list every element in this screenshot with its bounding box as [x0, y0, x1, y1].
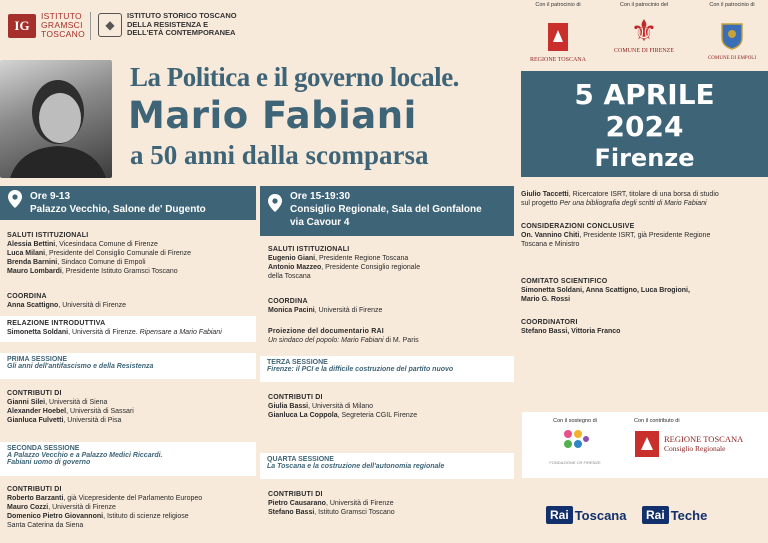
- portrait-photo: [0, 60, 112, 178]
- seconda-sessione-band: SECONDA SESSIONE A Palazzo Vecchio e a Palazzo Medici Riccardi. Fabiani uomo di governo: [0, 442, 256, 476]
- date-day: 5 APRILE: [574, 78, 715, 111]
- list-item: Toscana e Ministro: [521, 241, 580, 248]
- col3-conclusive: CONSIDERAZIONI CONCLUSIVE On. Vannino Chiti, Presidente ISRT, già Presidente Regione Toscana e Ministro: [521, 222, 766, 249]
- isrt-text: ISTITUTO STORICO TOSCANO DELLA RESISTENZA E DELL'ETÀ CONTEMPORANEA: [127, 11, 237, 37]
- list-item: Alexander Hoebel, Università di Sassari: [7, 408, 134, 415]
- col3-coordinatori: COORDINATORI Stefano Bassi, Vittoria Franco: [521, 318, 766, 336]
- divider: [90, 12, 91, 40]
- col1-contributi-1: CONTRIBUTI DI Gianni Silei, Università di Siena Alexander Hoebel, Università di Sassari Gianluca Fulvetti, Università di Pisa: [7, 389, 257, 425]
- list-item: Stefano Bassi, Vittoria Franco: [521, 328, 621, 335]
- date-box: [521, 71, 768, 177]
- afternoon-place: Consiglio Regionale, Sala del Gonfalone: [290, 204, 482, 215]
- regione-toscana-flag-icon: [547, 22, 569, 52]
- empoli-crest-icon: [720, 20, 744, 50]
- rai-teche-logo: Rai Teche: [642, 506, 707, 524]
- sponsor-consiglio-regionale: Con il contributo di REGIONE TOSCANA Consiglio Regionale: [634, 418, 764, 458]
- afternoon-address: via Cavour 4: [290, 217, 350, 228]
- list-item: Luca Milani, Presidente del Consiglio Comunale di Firenze: [7, 250, 192, 257]
- list-item: della Toscana: [268, 273, 311, 280]
- col2-contributi-3: CONTRIBUTI DI Giulia Bassi, Università di Milano Gianluca La Coppola, Segreteria CGIL Firenze: [268, 393, 513, 420]
- list-item: Mario G. Rossi: [521, 296, 571, 303]
- sponsor-box: [522, 412, 768, 478]
- prima-sessione-band: PRIMA SESSIONE Gli anni dell'antifascismo e della Resistenza: [0, 353, 256, 379]
- morning-time: Ore 9-13: [30, 191, 71, 202]
- list-item: Gianluca La Coppola, Segreteria CGIL Firenze: [268, 412, 418, 419]
- patron-firenze: Con il patrocinio del ⚜ COMUNE DI FIRENZE: [608, 2, 680, 55]
- list-item: Giulia Bassi, Università di Milano: [268, 403, 374, 410]
- list-item: Simonetta Soldani, Università di Firenze. Ripensare a Mario Fabiani: [7, 329, 222, 336]
- terza-sessione-band: TERZA SESSIONE Firenze: il PCI e la difficile costruzione del partito nuovo: [260, 356, 514, 382]
- relazione-band: RELAZIONE INTRODUTTIVA Simonetta Soldani, Università di Firenze. Ripensare a Mario Fabiani: [0, 316, 256, 342]
- list-item: Brenda Barnini, Sindaco Comune di Empoli: [7, 259, 146, 266]
- list-item: Santa Caterina da Siena: [7, 522, 84, 529]
- list-item: Roberto Barzanti, già Vicepresidente del Parlamento Europeo: [7, 495, 203, 502]
- title-line-3: a 50 anni dalla scomparsa: [130, 140, 429, 170]
- title-line-2: Mario Fabiani: [128, 94, 417, 137]
- quarta-sessione-band: QUARTA SESSIONE La Toscana e la costruzione dell'autonomia regionale: [260, 453, 514, 479]
- location-pin-icon: [8, 190, 22, 208]
- list-item: Gianluca Fulvetti, Università di Pisa: [7, 417, 122, 424]
- gramsci-logo: [8, 12, 85, 39]
- col2-proiezione: Proiezione del documentario RAI Un sindaco del popolo: Mario Fabiani di M. Paris: [268, 327, 513, 345]
- col2-saluti: SALUTI ISTITUZIONALI Eugenio Giani, Presidente Regione Toscana Antonio Mazzeo, Presidente Consiglio regionale della Toscana: [268, 245, 513, 281]
- col3-comitato: COMITATO SCIENTIFICO Simonetta Soldani, Anna Scattigno, Luca Brogioni, Mario G. Rossi: [521, 277, 766, 304]
- gramsci-text: ISTITUTO GRAMSCI TOSCANO: [41, 11, 85, 39]
- col3-taccetti: [521, 190, 766, 208]
- regione-flag-icon: [634, 430, 660, 458]
- list-item: Un sindaco del popolo: Mario Fabiani di M. Paris: [268, 337, 419, 344]
- location-pin-icon: [268, 194, 282, 212]
- patron-empoli: Con il patrocinio di COMUNE DI EMPOLI: [707, 2, 757, 61]
- fondazione-dots-icon: [560, 427, 590, 455]
- col1-saluti: [7, 231, 257, 276]
- patron-regione: Con il patrocinio di REGIONE TOSCANA: [530, 2, 586, 63]
- gramsci-mark-icon: IG: [8, 14, 36, 38]
- list-item: Monica Pacini, Università di Firenze: [268, 307, 383, 314]
- list-item: On. Vannino Chiti, Presidente ISRT, già Presidente Regione: [521, 232, 711, 239]
- list-item: Anna Scattigno, Università di Firenze: [7, 302, 127, 309]
- list-item: Mauro Cozzi, Università di Firenze: [7, 504, 116, 511]
- list-item: sul progetto Per una bibliografia degli scritti di Mario Fabiani: [521, 200, 707, 207]
- list-item: Pietro Causarano, Università di Firenze: [268, 500, 394, 507]
- session-morning-header: [0, 186, 256, 220]
- col2-coordina: COORDINA Monica Pacini, Università di Firenze: [268, 297, 513, 315]
- list-item: Gianni Silei, Università di Siena: [7, 399, 108, 406]
- isrt-mark-icon: ◆: [98, 13, 122, 37]
- col1-contributi-2: CONTRIBUTI DI Roberto Barzanti, già Vicepresidente del Parlamento Europeo Mauro Cozzi, Università di Firenze Domenico Pietro Giovannoni, Istituto di scienze religiose Santa Caterina da Siena: [7, 485, 262, 530]
- date-year: 2024: [605, 110, 684, 143]
- isrt-logo: [98, 12, 237, 38]
- afternoon-time: Ore 15-19:30: [290, 191, 351, 202]
- rai-toscana-logo: Rai Toscana: [546, 506, 626, 524]
- list-item: Antonio Mazzeo, Presidente Consiglio regionale: [268, 264, 421, 271]
- col1-coordina: COORDINA Anna Scattigno, Università di Firenze: [7, 292, 257, 310]
- list-item: Stefano Bassi, Istituto Gramsci Toscano: [268, 509, 395, 516]
- list-item: Giulio Taccetti, Ricercatore ISRT, titolare di una borsa di studio: [521, 191, 719, 198]
- list-item: Alessia Bettini, Vicesindaca Comune di Firenze: [7, 241, 158, 248]
- date-city: Firenze: [594, 144, 695, 172]
- fleur-de-lis-icon: ⚜: [630, 15, 658, 48]
- saluti-heading: SALUTI ISTITUZIONALI: [7, 232, 89, 239]
- sponsor-fondazione: Con il sostegno di FONDAZIONE CR FIRENZE: [549, 418, 601, 465]
- col2-contributi-4: CONTRIBUTI DI Pietro Causarano, Università di Firenze Stefano Bassi, Istituto Gramsci Toscano: [268, 490, 513, 517]
- list-item: Simonetta Soldani, Anna Scattigno, Luca Brogioni,: [521, 287, 690, 294]
- list-item: Mauro Lombardi, Presidente Istituto Gramsci Toscano: [7, 268, 178, 275]
- title-line-1: La Politica e il governo locale.: [130, 62, 459, 92]
- list-item: Domenico Pietro Giovannoni, Istituto di scienze religiose: [7, 513, 189, 520]
- session-afternoon-header: [260, 186, 514, 236]
- list-item: Eugenio Giani, Presidente Regione Toscana: [268, 255, 409, 262]
- portrait-silhouette-icon: [0, 60, 112, 178]
- morning-place: Palazzo Vecchio, Salone de' Dugento: [30, 204, 206, 215]
